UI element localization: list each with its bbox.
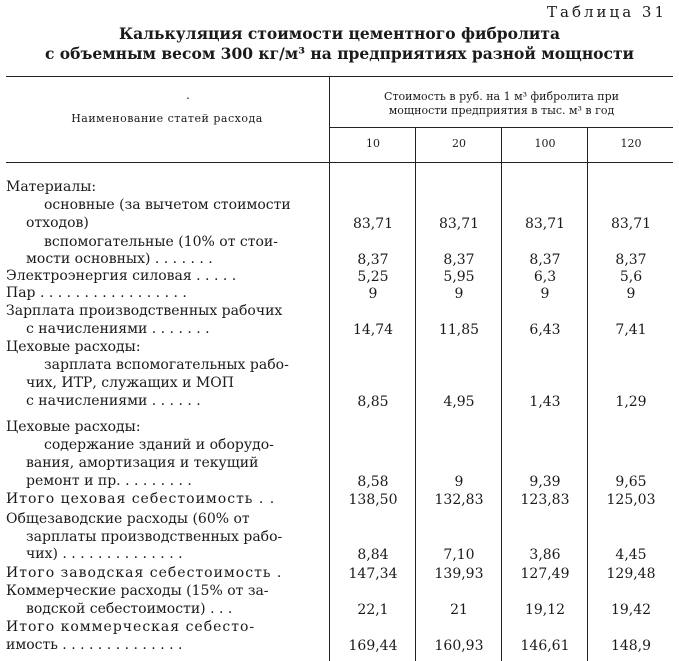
row-label-plant-total: Итого заводская себестоимость . (6, 565, 283, 581)
header-capacity-120: 120 (620, 137, 642, 150)
header-bottom-rule (6, 162, 673, 163)
row-label-general-2: зарплаты производственных рабо- (26, 529, 283, 545)
row-label-shop-expenses-1-2: зарплата вспомогательных рабо- (44, 357, 289, 373)
value-general-100: 3,86 (529, 547, 561, 563)
row-label-shop-expenses-1-4: с начислениями . . . . . . (26, 393, 201, 409)
value-commercial-10: 22,1 (357, 602, 389, 618)
value-shop-total-20: 132,83 (434, 492, 484, 508)
value-power-120: 5,6 (619, 269, 643, 285)
value-shop-maintenance-120: 9,65 (615, 474, 647, 490)
value-steam-100: 9 (540, 286, 550, 302)
value-plant-total-120: 129,48 (606, 566, 656, 582)
header-item-name: Наименование статей расхода (71, 112, 263, 125)
value-commercial-total-100: 146,61 (520, 638, 570, 654)
value-shop-wages-100: 1,43 (529, 394, 561, 410)
row-label-aux-materials-1: вспомогательные (10% от стои- (44, 234, 278, 250)
table-number: Таблица 31 (547, 3, 667, 21)
header-capacity-100: 100 (534, 137, 556, 150)
value-general-10: 8,84 (357, 547, 389, 563)
header-cost-line-1: Стоимость в руб. на 1 м³ фибролита при (384, 90, 619, 103)
value-steam-120: 9 (626, 286, 636, 302)
row-label-general-3: чих) . . . . . . . . . . . . . . (26, 546, 183, 562)
value-main-materials-100: 83,71 (524, 216, 566, 232)
value-aux-materials-120: 8,37 (615, 252, 647, 268)
row-label-commercial-total-2: имость . . . . . . . . . . . . . . (6, 637, 183, 653)
row-label-commercial-total-1: Итого коммерческая себесто- (6, 619, 256, 635)
value-shop-maintenance-20: 9 (454, 474, 464, 490)
value-shop-total-120: 125,03 (606, 492, 656, 508)
row-label-main-materials-1: основные (за вычетом стоимости (44, 197, 291, 213)
value-aux-materials-100: 8,37 (529, 252, 561, 268)
header-mark: . (186, 88, 190, 102)
value-commercial-total-10: 169,44 (348, 638, 398, 654)
value-wages-100: 6,43 (529, 322, 561, 338)
row-label-shop-expenses-2-3: вания, амортизация и текущий (26, 455, 259, 471)
header-cost-line-2: мощности предприятия в тыс. м³ в год (388, 104, 615, 117)
value-main-materials-20: 83,71 (438, 216, 480, 232)
row-label-shop-expenses-1-1: Цеховые расходы: (6, 339, 141, 355)
value-wages-120: 7,41 (615, 322, 647, 338)
row-label-commercial-2: водской себестоимости) . . . (26, 601, 233, 617)
row-label-general-1: Общезаводские расходы (60% от (6, 511, 250, 527)
row-label-wages-1: Зарплата производственных рабочих (6, 303, 283, 319)
header-capacity-10: 10 (366, 137, 380, 150)
value-shop-total-100: 123,83 (520, 492, 570, 508)
value-general-20: 7,10 (443, 547, 475, 563)
value-general-120: 4,45 (615, 547, 647, 563)
value-steam-20: 9 (454, 286, 464, 302)
header-capacity-20: 20 (452, 137, 466, 150)
value-plant-total-100: 127,49 (520, 566, 570, 582)
table-title-line-2: с объемным весом 300 кг/м³ на предприятиях разной мощности (44, 44, 635, 63)
row-label-main-materials-2: отходов) (26, 215, 89, 231)
value-wages-10: 14,74 (352, 322, 394, 338)
row-label-shop-expenses-1-3: чих, ИТР, служащих и МОП (26, 375, 234, 391)
value-shop-total-10: 138,50 (348, 492, 398, 508)
row-label-shop-expenses-2-1: Цеховые расходы: (6, 419, 141, 435)
row-label-shop-expenses-2-4: ремонт и пр. . . . . . . . . (26, 473, 192, 489)
value-commercial-120: 19,42 (610, 602, 652, 618)
value-wages-20: 11,85 (438, 322, 480, 338)
value-main-materials-10: 83,71 (352, 216, 394, 232)
row-label-wages-2: с начислениями . . . . . . . (26, 321, 210, 337)
value-commercial-100: 19,12 (524, 602, 566, 618)
value-aux-materials-10: 8,37 (357, 252, 389, 268)
row-label-shop-total: Итого цеховая себестоимость . . (6, 491, 276, 507)
value-steam-10: 9 (368, 286, 378, 302)
table-title-line-1: Калькуляция стоимости цементного фибролита (118, 24, 561, 43)
value-aux-materials-20: 8,37 (443, 252, 475, 268)
value-commercial-total-20: 160,93 (434, 638, 484, 654)
value-shop-wages-10: 8,85 (357, 394, 389, 410)
value-shop-maintenance-10: 8,58 (357, 474, 389, 490)
value-power-100: 6,3 (533, 269, 557, 285)
value-plant-total-10: 147,34 (348, 566, 398, 582)
row-label-power: Электроэнергия силовая . . . . . (6, 268, 237, 284)
value-shop-maintenance-100: 9,39 (529, 474, 561, 490)
value-power-20: 5,95 (443, 269, 475, 285)
table-top-rule (6, 76, 673, 77)
row-label-aux-materials-2: мости основных) . . . . . . . (26, 251, 213, 267)
value-power-10: 5,25 (357, 269, 389, 285)
row-label-shop-expenses-2-2: содержание зданий и оборудо- (44, 437, 274, 453)
value-shop-wages-20: 4,95 (443, 394, 475, 410)
value-shop-wages-120: 1,29 (615, 394, 647, 410)
value-plant-total-20: 139,93 (434, 566, 484, 582)
row-label-commercial-1: Коммерческие расходы (15% от за- (6, 583, 269, 599)
row-label-materials: Материалы: (6, 179, 97, 195)
value-main-materials-120: 83,71 (610, 216, 652, 232)
value-commercial-20: 21 (450, 602, 468, 618)
row-label-steam: Пар . . . . . . . . . . . . . . . . . (6, 285, 187, 301)
value-commercial-total-120: 148,9 (610, 638, 652, 654)
